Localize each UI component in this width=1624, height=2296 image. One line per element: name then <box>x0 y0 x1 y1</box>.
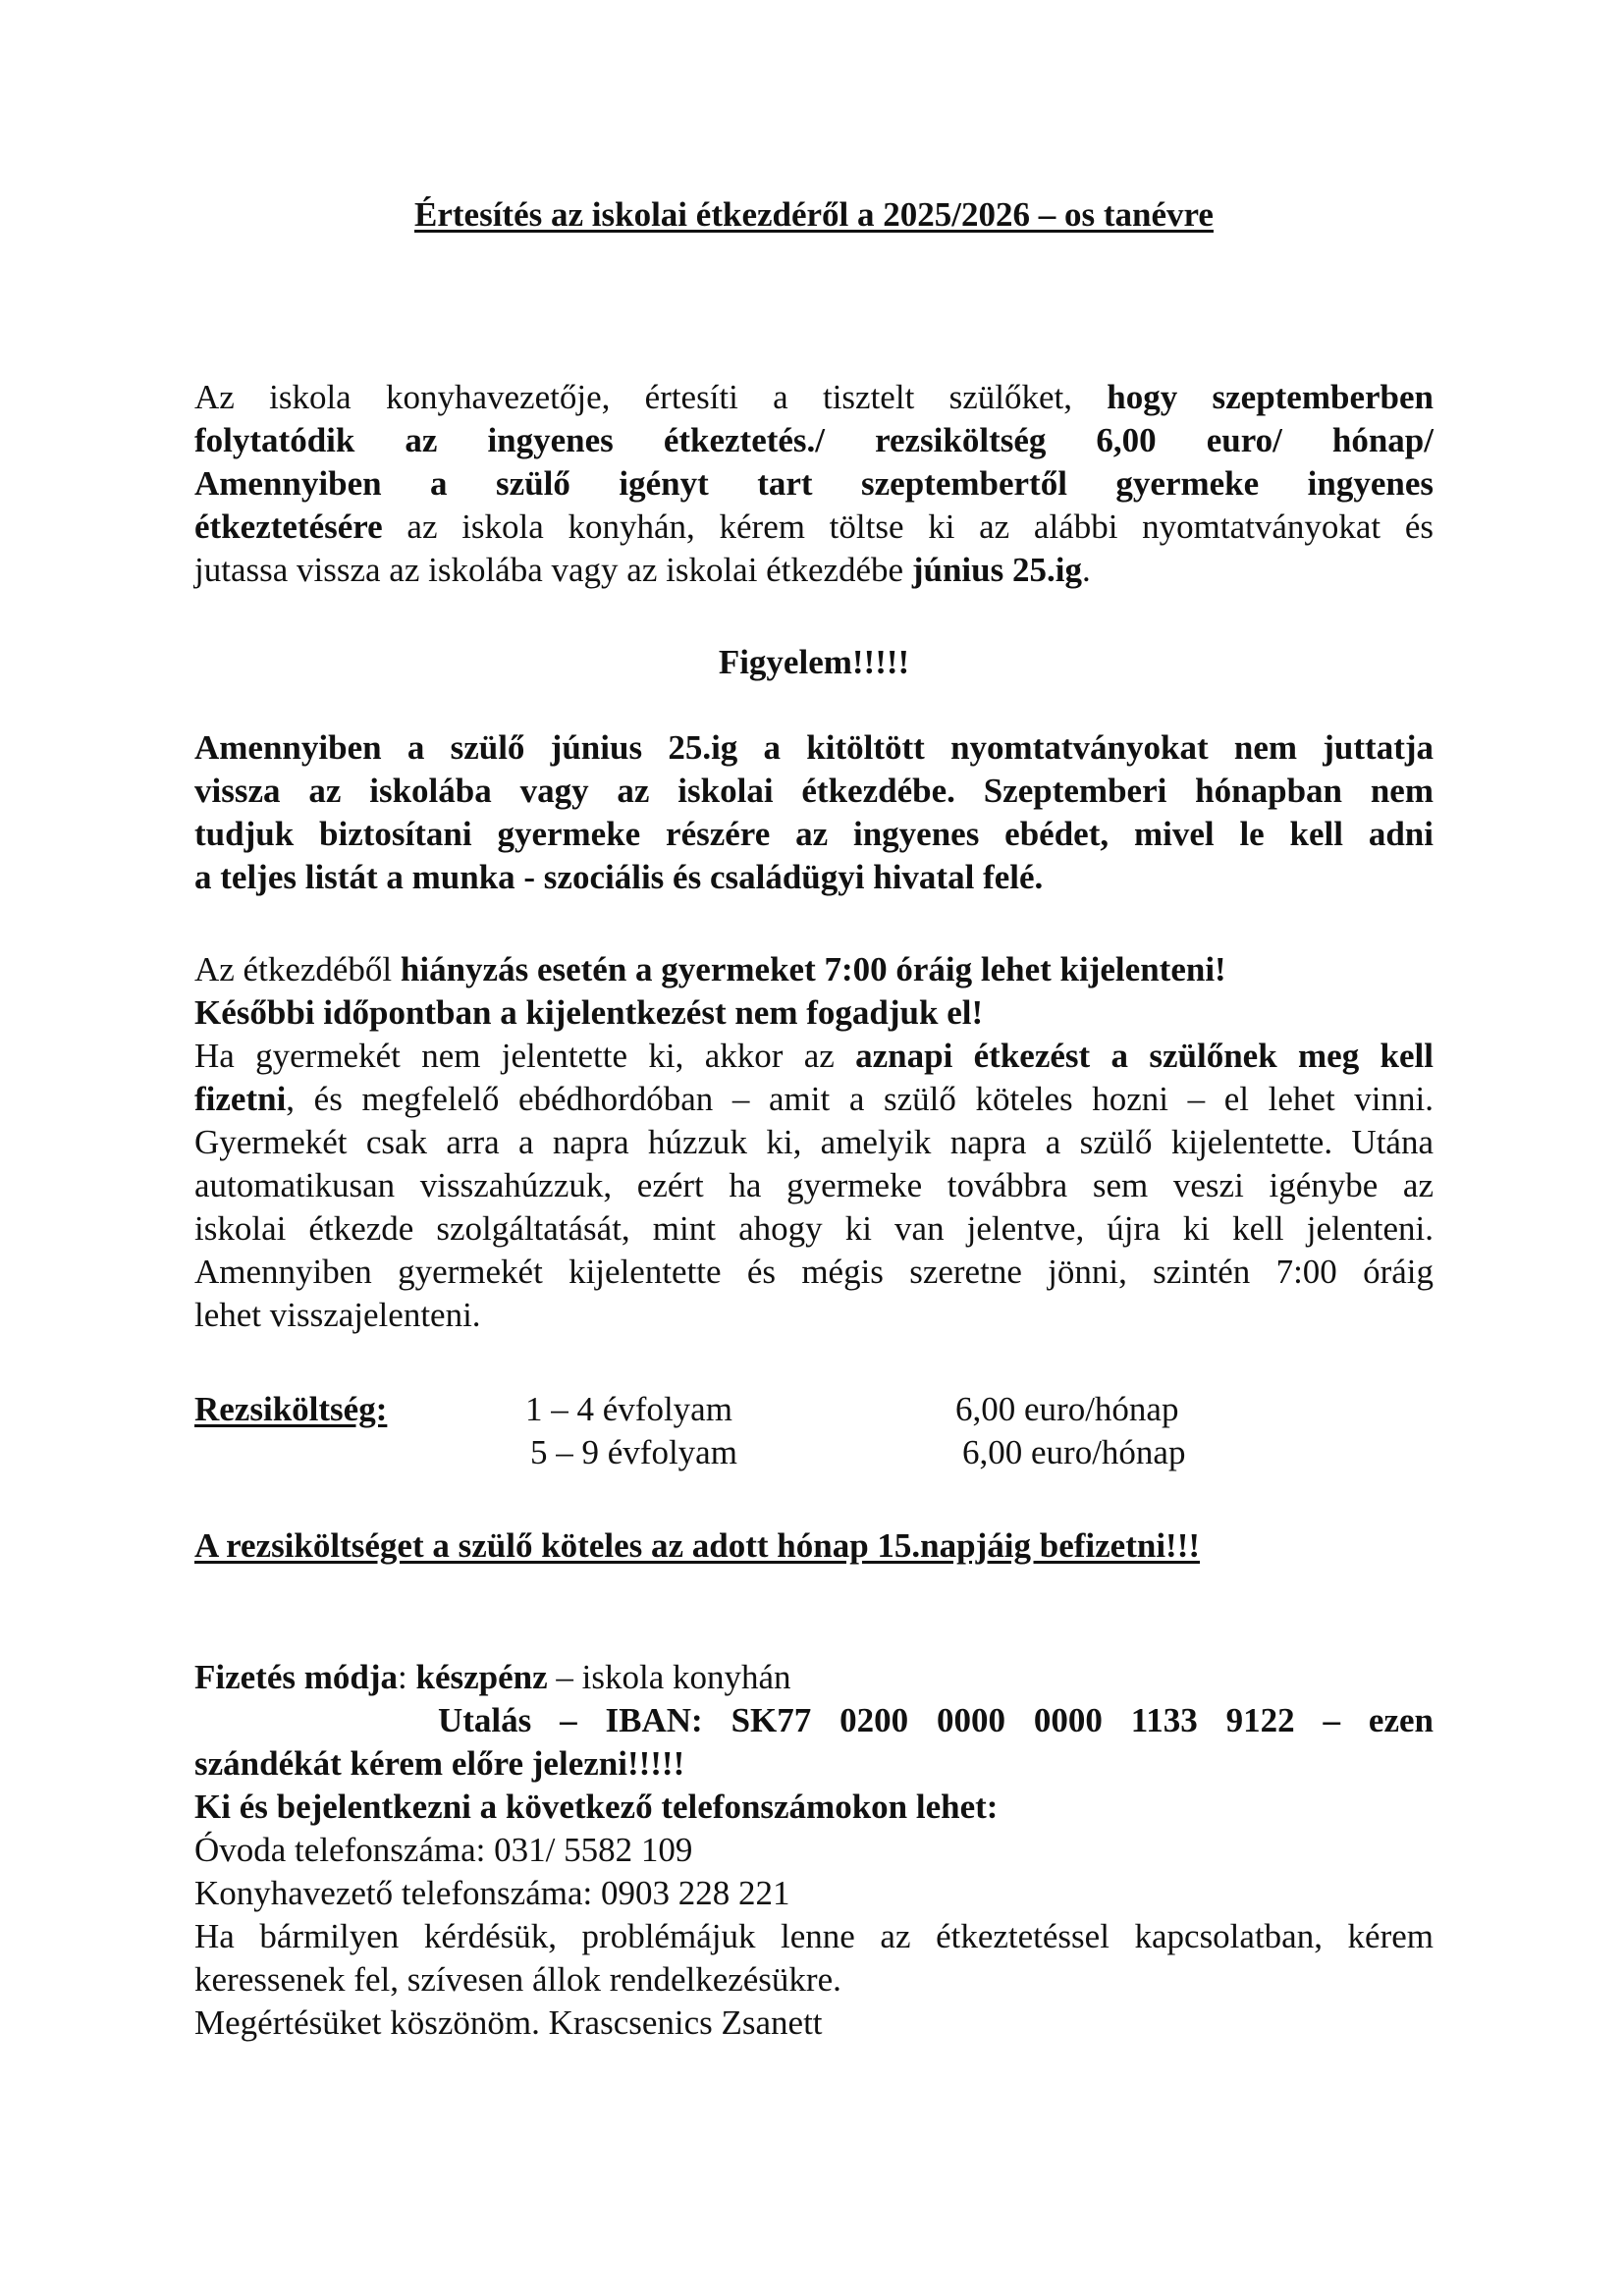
absence-line-6: automatikusan visszahúzzuk, ezért ha gyermeke továbbra sem veszi igénybe az <box>194 1166 1434 1204</box>
warning-line-4: a teljes listát a munka - szociális és családügyi hivatal felé. <box>194 858 1044 896</box>
closing-line-1: Ha bármilyen kérdésük, problémájuk lenne az étkeztetéssel kapcsolatban, kérem <box>194 1917 1434 1955</box>
payment-transfer-note: szándékát kérem előre jelezni!!!!! <box>194 1744 685 1783</box>
payment-method: Fizetés módja: készpénz – iskola konyhán <box>194 1658 791 1696</box>
fee-grade-1: 1 – 4 évfolyam <box>525 1390 732 1428</box>
warning-line-2: vissza az iskolába vagy az iskolai étkezdébe. Szeptemberi hónapban nem <box>194 772 1434 810</box>
kindergarten-phone: Óvoda telefonszáma: 031/ 5582 109 <box>194 1831 693 1869</box>
absence-line-1: Az étkezdéből hiányzás esetén a gyermeket 7:00 óráig lehet kijelenteni! <box>194 950 1226 988</box>
intro-line-1: Az iskola konyhavezetője, értesíti a tisztelt szülőket, hogy szeptemberben <box>194 378 1434 416</box>
absence-line-2: Későbbi időpontban a kijelentkezést nem fogadjuk el! <box>194 993 984 1032</box>
closing-signature: Megértésüket köszönöm. Krascsenics Zsanett <box>194 2003 823 2042</box>
fee-grade-2: 5 – 9 évfolyam <box>530 1433 737 1471</box>
payment-deadline: A rezsiköltséget a szülő köteles az adott hónap 15.napjáig befizetni!!! <box>194 1526 1201 1565</box>
page-title: Értesítés az iskolai étkezdéről a 2025/2026 – os tanévre <box>414 195 1214 234</box>
intro-line-4: étkeztetésére az iskola konyhán, kérem töltse ki az alábbi nyomtatványokat és <box>194 507 1434 546</box>
fees-label: Rezsiköltség: <box>194 1390 388 1428</box>
intro-line-3: Amennyiben a szülő igényt tart szeptembertől gyermeke ingyenes <box>194 464 1434 503</box>
payment-transfer-iban: Utalás – IBAN: SK77 0200 0000 0000 1133 9122 – ezen <box>438 1701 1434 1739</box>
absence-line-3: Ha gyermekét nem jelentette ki, akkor az aznapi étkezést a szülőnek meg kell <box>194 1037 1434 1075</box>
contacts-heading: Ki és bejelentkezni a következő telefonszámokon lehet: <box>194 1788 999 1826</box>
fee-amount-1: 6,00 euro/hónap <box>955 1390 1179 1428</box>
intro-line-5: jutassa vissza az iskolába vagy az iskolai étkezdébe június 25.ig. <box>194 551 1091 589</box>
absence-line-5: Gyermekét csak arra a napra húzzuk ki, amelyik napra a szülő kijelentette. Utána <box>194 1123 1434 1161</box>
intro-line-2: folytatódik az ingyenes étkeztetés./ rezsiköltség 6,00 euro/ hónap/ <box>194 421 1434 459</box>
absence-line-8: Amennyiben gyermekét kijelentette és mégis szeretne jönni, szintén 7:00 óráig <box>194 1253 1434 1291</box>
kitchen-manager-phone: Konyhavezető telefonszáma: 0903 228 221 <box>194 1874 790 1912</box>
absence-line-4: fizetni, és megfelelő ebédhordóban – amit a szülő köteles hozni – el lehet vinni. <box>194 1080 1434 1118</box>
closing-line-2: keressenek fel, szívesen állok rendelkezésükre. <box>194 1960 841 1999</box>
warning-heading: Figyelem!!!!! <box>718 643 910 681</box>
absence-line-9: lehet visszajelenteni. <box>194 1296 481 1334</box>
warning-line-1: Amennyiben a szülő június 25.ig a kitöltött nyomtatványokat nem juttatja <box>194 728 1434 767</box>
warning-line-3: tudjuk biztosítani gyermeke részére az ingyenes ebédet, mivel le kell adni <box>194 815 1434 853</box>
absence-line-7: iskolai étkezde szolgáltatását, mint ahogy ki van jelentve, újra ki kell jelenteni. <box>194 1209 1434 1248</box>
fee-amount-2: 6,00 euro/hónap <box>962 1433 1186 1471</box>
